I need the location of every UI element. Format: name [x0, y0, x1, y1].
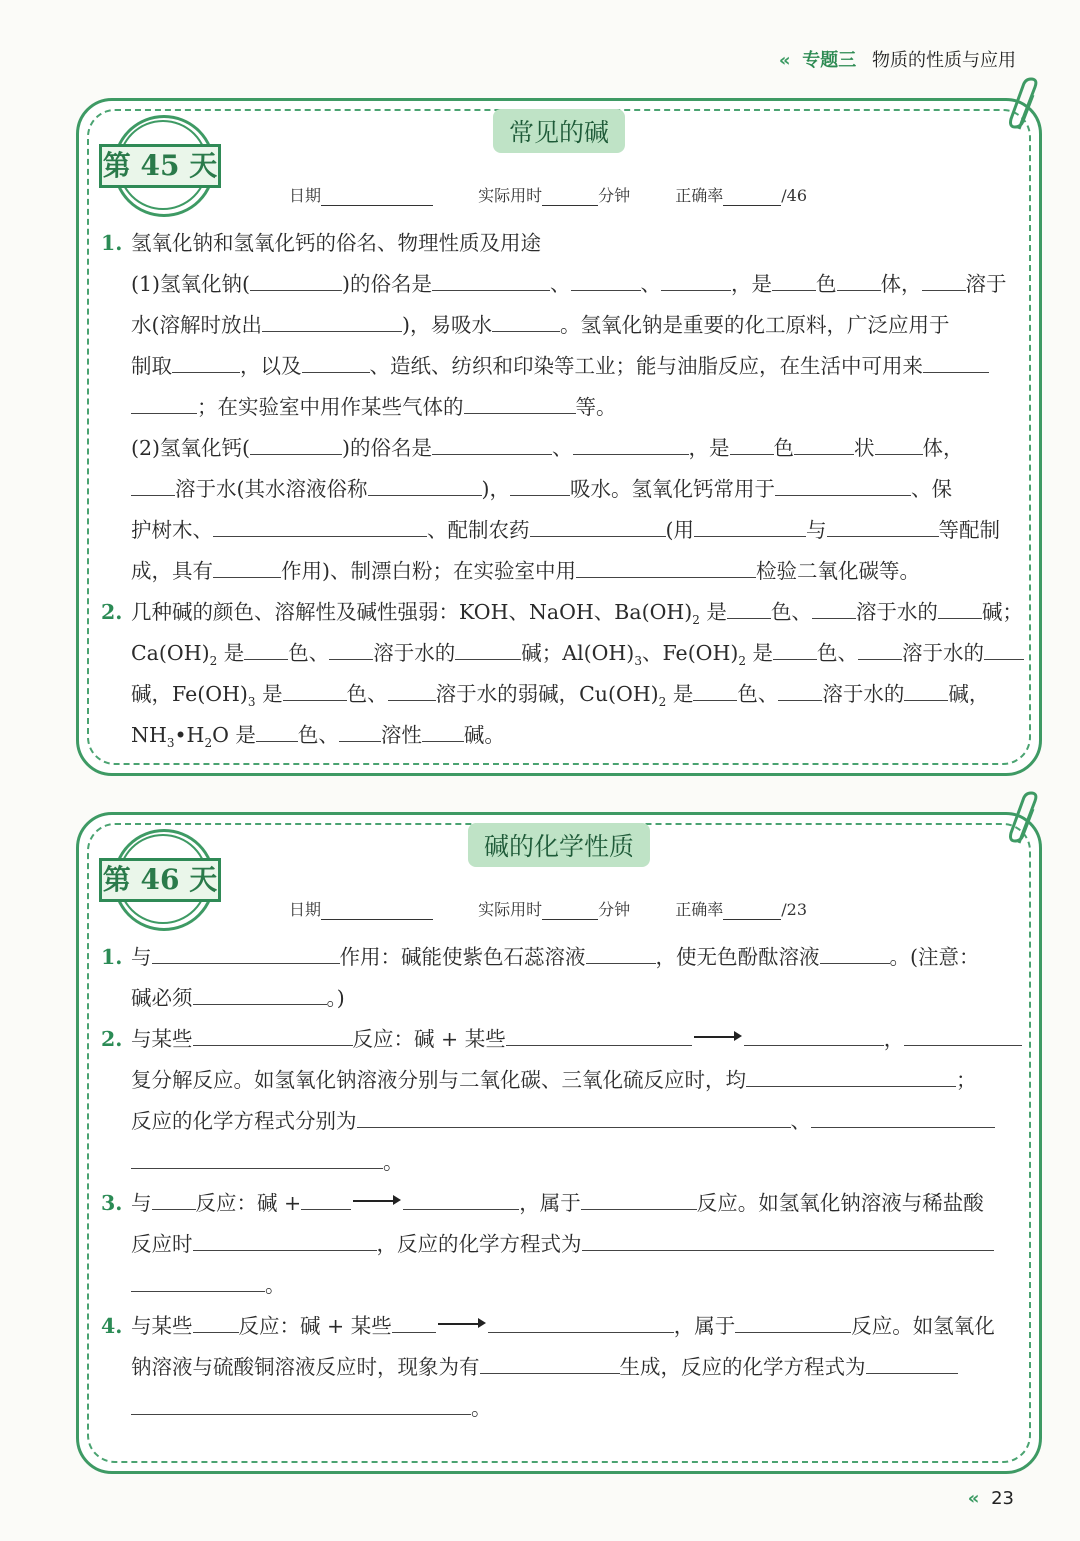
q2-line: $Ca(OH)_2$ 是 色、 溶于水的 碱；$Al(OH)_3$、$Fe(OH)_2$ 是 色、 溶于水的	[101, 633, 1019, 674]
q1-line: 制取 ，以及 、造纸、纺织和印染等工业；能与油脂反应，在生活中可用来	[101, 346, 1019, 387]
date-label: 日期	[289, 900, 322, 919]
reaction-arrow-icon	[694, 1026, 742, 1046]
reaction-arrow-icon	[353, 1190, 401, 1210]
page-header	[779, 46, 1016, 72]
day46-questions	[101, 937, 1019, 1429]
time-field[interactable]	[542, 903, 598, 920]
section-title: 碱的化学性质	[468, 823, 650, 867]
q1-line: 成，具有 作用)、制漂白粉；在实验室中用 检验二氧化碳等。	[131, 559, 920, 583]
chevron-icon: «	[778, 50, 791, 71]
q1-line: (2)氢氧化钙( )的俗名是 、 ，是 色 状 体，	[131, 436, 964, 460]
paperclip-icon	[1005, 791, 1045, 851]
time-unit: 分钟	[598, 186, 631, 205]
q2-line: 反应的化学方程式分别为 、	[101, 1101, 1019, 1142]
q2-line: 碱，$Fe(OH)_3$ 是 色、 溶于水的弱碱，$Cu(OH)_2$ 是 色、 溶于水的 碱，	[131, 682, 990, 710]
accuracy-label: 正确率	[675, 186, 724, 205]
day-badge	[99, 829, 223, 935]
reaction-arrow-icon	[438, 1313, 486, 1333]
day45-card	[76, 98, 1042, 776]
date-field[interactable]	[321, 903, 433, 920]
section-title: 常见的碱	[493, 109, 625, 153]
time-label: 实际用时	[478, 900, 543, 919]
day-badge	[99, 115, 223, 221]
q4-line: 钠溶液与硫酸铜溶液反应时，现象为有 生成，反应的化学方程式为	[101, 1347, 1019, 1388]
q2-line: $NH_3•H_2O$ 是 色、 溶性 碱。	[131, 723, 505, 751]
question-1: 1. 与 作用：碱能使紫色石蕊溶液 ，使无色酚酞溶液 。(注意：	[101, 945, 980, 969]
chevron-icon: «	[967, 1488, 980, 1509]
day-badge-label: 第 45 天	[99, 144, 221, 188]
date-label: 日期	[289, 186, 322, 205]
time-label: 实际用时	[478, 186, 543, 205]
topic-label: 专题三	[802, 50, 857, 71]
question-2: 2. 几种碱的颜色、溶解性及碱性强弱：KOH、NaOH、$Ba(OH)_2$ 是 色、 溶于水的 碱；	[101, 600, 1023, 628]
accuracy-field[interactable]	[723, 903, 781, 920]
q1-line: (1)氢氧化钠( )的俗名是 、 、 ，是 色 体， 溶于	[131, 272, 1007, 296]
q1-line: 护树木、 、配制农药 (用 与 等配制	[131, 518, 1000, 542]
accuracy-total: /46	[781, 186, 807, 205]
accuracy-field[interactable]	[723, 189, 781, 206]
time-unit: 分钟	[598, 900, 631, 919]
q4-line: 。	[101, 1388, 1019, 1429]
day-badge-label: 第 46 天	[99, 858, 221, 902]
subject-label: 物质的性质与应用	[872, 50, 1016, 71]
q2-line: 复分解反应。如氢氧化钠溶液分别与二氧化碳、三氧化硫反应时，均 ；	[131, 1068, 977, 1092]
q3-line: 。	[101, 1265, 1019, 1306]
q3-line: 反应时 ，反应的化学方程式为	[101, 1224, 1019, 1265]
question-3: 3. 与 反应：碱 + ，属于 反应。如氢氧化钠溶液与稀盐酸	[101, 1191, 984, 1215]
q1-line: 溶于水(其水溶液俗称 )， 吸水。氢氧化钙常用于 、保	[101, 469, 1019, 510]
q2-line: 。	[101, 1142, 1019, 1183]
page-footer	[968, 1488, 1014, 1509]
meta-row	[289, 897, 807, 920]
meta-row	[289, 183, 807, 206]
accuracy-label: 正确率	[675, 900, 724, 919]
page-number: 23	[991, 1488, 1014, 1509]
question-2: 2. 与某些 反应：碱 + 某些 ，	[101, 1019, 1019, 1060]
q1-line: 水(溶解时放出 )，易吸水 。氢氧化钠是重要的化工原料，广泛应用于	[131, 313, 950, 337]
day45-questions	[101, 223, 1023, 756]
q1-line: ；在实验室中用作某些气体的 等。	[101, 387, 1019, 428]
accuracy-total: /23	[781, 900, 807, 919]
question-1-title: 1. 氢氧化钠和氢氧化钙的俗名、物理性质及用途	[101, 231, 541, 255]
day46-card	[76, 812, 1042, 1474]
paperclip-icon	[1005, 77, 1045, 137]
question-4: 4. 与某些 反应：碱 + 某些 ，属于 反应。如氢氧化	[101, 1314, 995, 1338]
date-field[interactable]	[321, 189, 433, 206]
time-field[interactable]	[542, 189, 598, 206]
q1-line: 碱必须 。)	[131, 986, 345, 1010]
